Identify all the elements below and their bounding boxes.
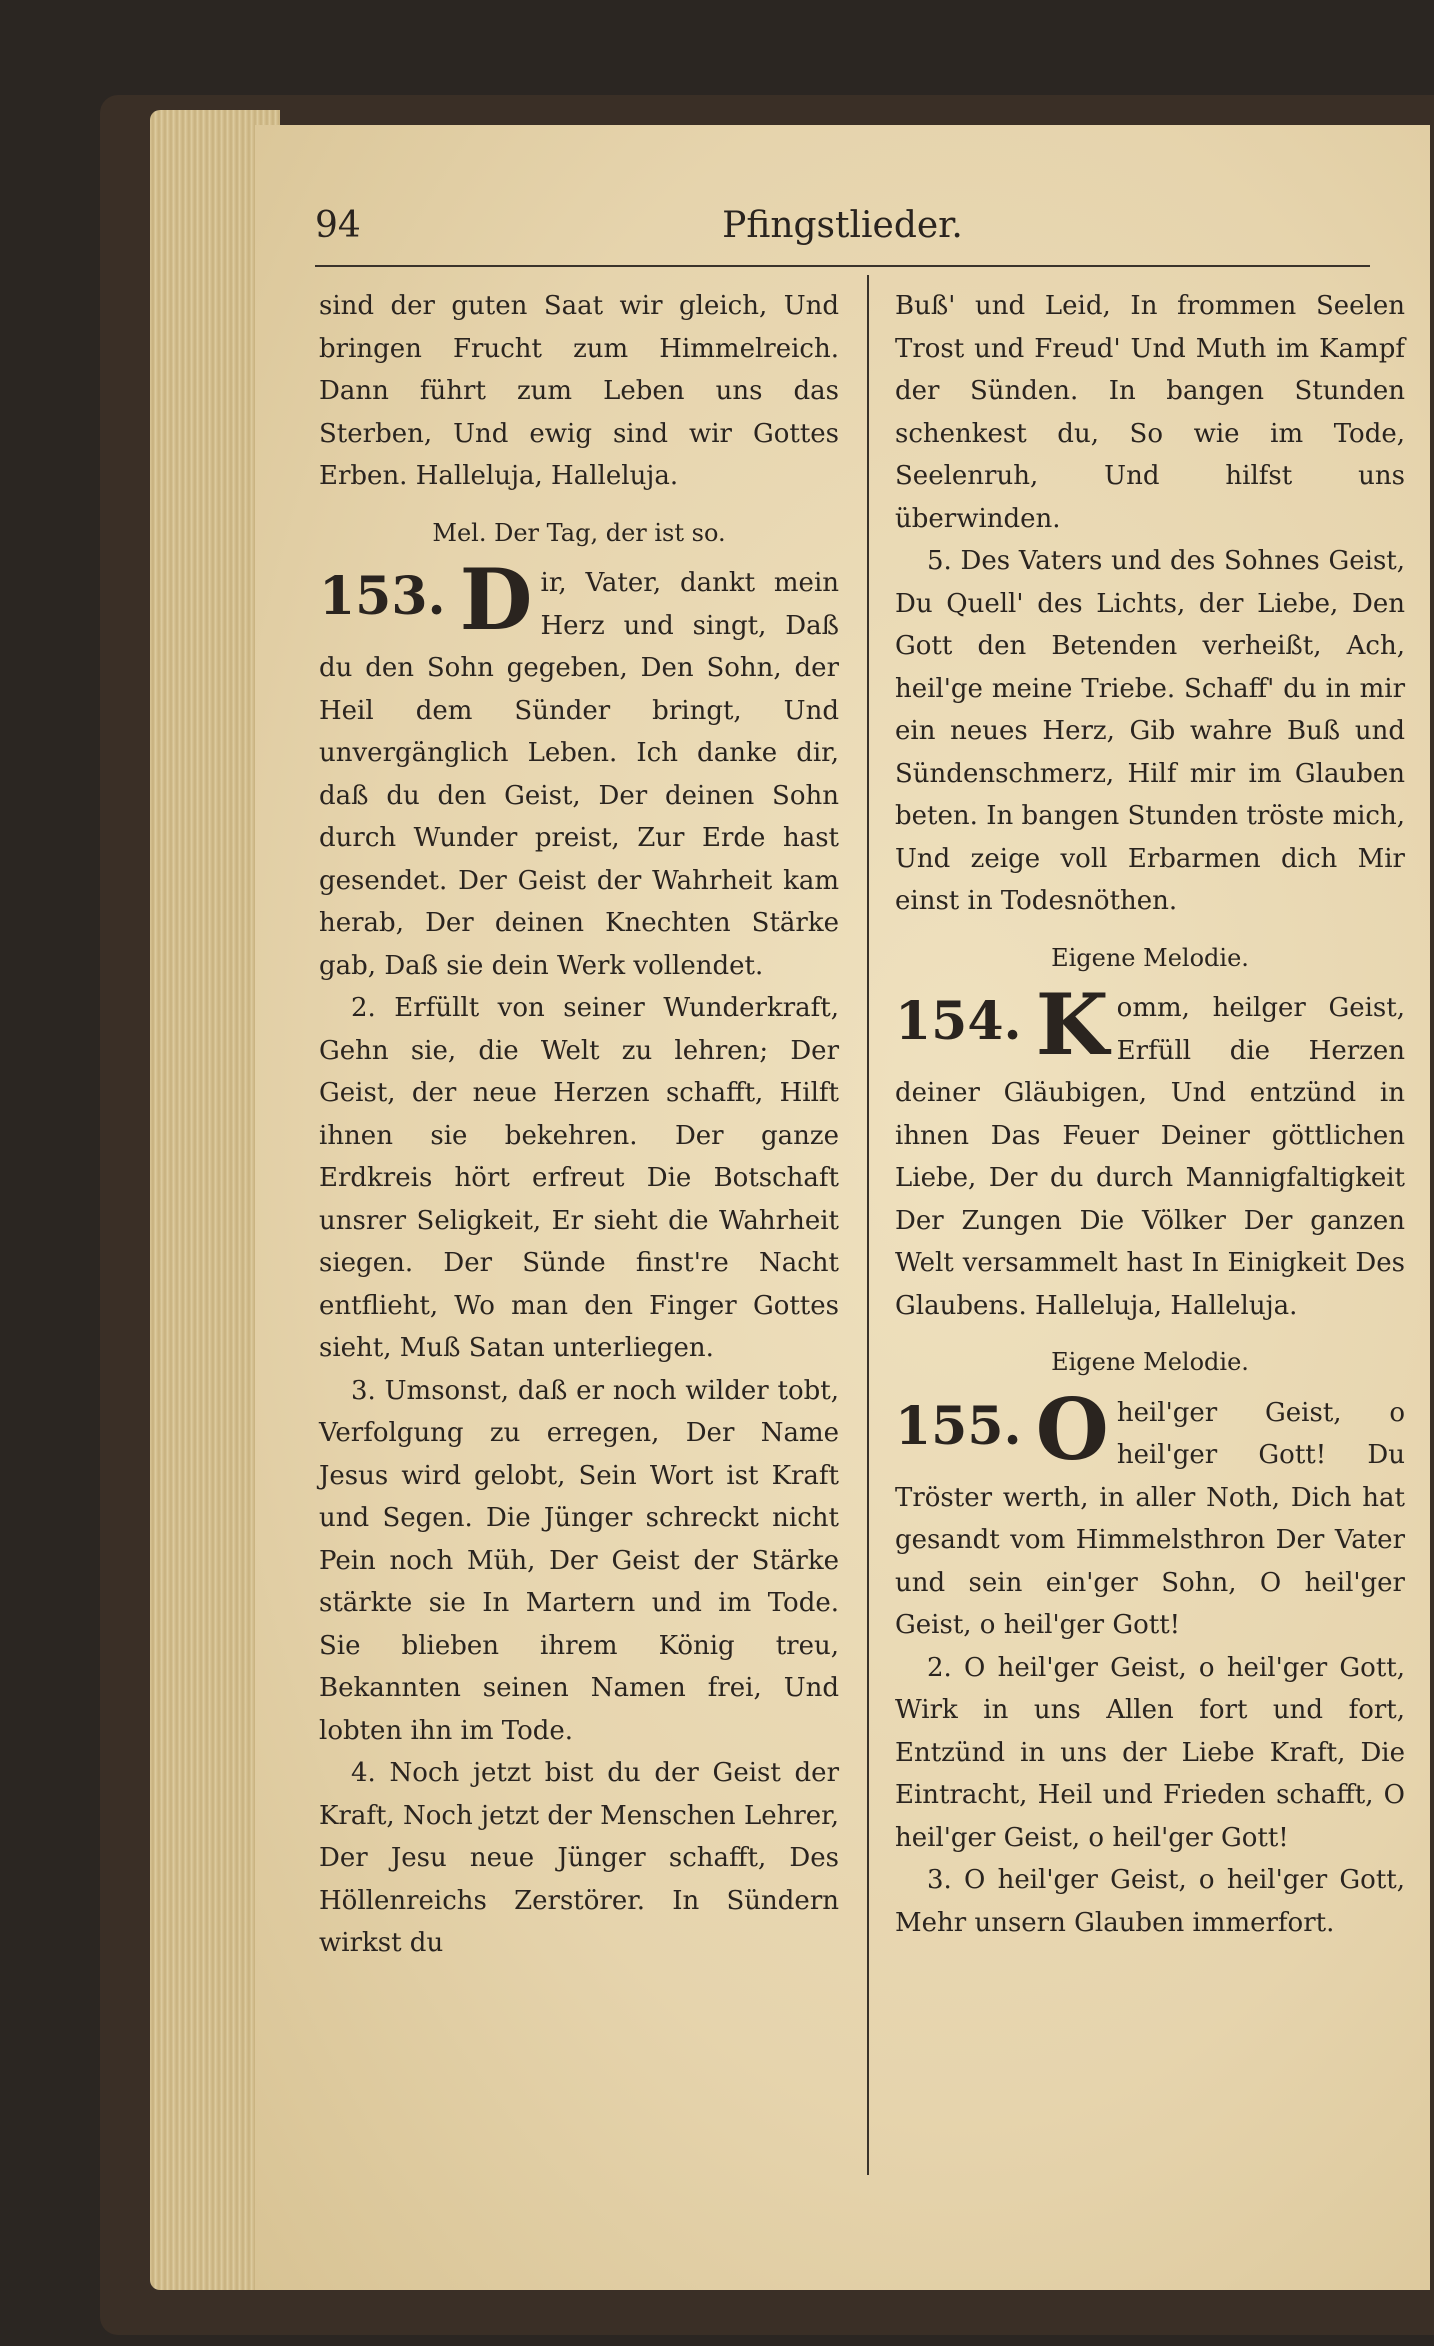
verse: 3. O heil'ger Geist, o heil'ger Gott, Mehr unsern Glauben immerfort.	[895, 1865, 1405, 1938]
book-page	[255, 125, 1430, 2290]
hymn-number: 155.	[895, 1395, 1022, 1457]
melody-note: Eigene Melodie.	[1051, 943, 1249, 972]
hymn-text: omm, heilger Geist, Erfüll die Herzen deiner Gläubigen, Und entzünd in ihnen Das Feuer Deiner göttlichen Liebe, Der du durch Mannigfaltigkeit Der Zungen Die Völker Der ganzen Welt versammelt hast In Einigkeit Des Glaubens. Halleluja, Halleluja.	[895, 993, 1405, 1321]
verse: 4. Noch jetzt bist du der Geist der Kraft, Noch jetzt der Menschen Lehrer, Der Jesu neue Jünger schafft, Des Höllenreichs Zerstörer. In Sündern wirkst du	[319, 1758, 839, 1958]
hymn-text: ir, Vater, dankt mein Herz und singt, Daß du den Sohn gegeben, Den Sohn, der Heil dem Sünder bringt, Und unvergänglich Leben. Ich danke dir, daß du den Geist, Der deinen Sohn durch Wunder preist, Zur Erde hast gesendet. Der Geist der Wahrheit kam herab, Der deinen Knechten Stärke gab, Daß sie dein Werk vollendet.	[319, 568, 839, 981]
melody-note: Eigene Melodie.	[1051, 1348, 1249, 1376]
hymn-153	[319, 562, 839, 987]
header-rule	[315, 265, 1370, 267]
hymn-155	[895, 1392, 1405, 1647]
left-column	[319, 285, 839, 1965]
continued-verse: sind der guten Saat wir gleich, Und bringen Frucht zum Himmelreich. Dann führt zum Leben uns das Sterben, Und ewig sind wir Gottes Erben. Halleluja, Halleluja.	[319, 291, 839, 491]
verse: 5. Des Vaters und des Sohnes Geist, Du Quell' des Lichts, der Liebe, Den Gott den Betenden verheißt, Ach, heil'ge meine Triebe. Schaff' du in mir ein neues Herz, Gib wahre Buß und Sündenschmerz, Hilf mir im Glauben beten. In bangen Stunden tröste mich, Und zeige voll Erbarmen dich Mir einst in Todesnöthen.	[895, 546, 1405, 916]
verse: 2. Erfüllt von seiner Wunderkraft, Gehn sie, die Welt zu lehren; Der Geist, der neue Herzen schafft, Hilft ihnen sie bekehren. Der ganze Erdkreis hört erfreut Die Botschaft unsrer Seligkeit, Er sieht die Wahrheit siegen. Der Sünde finst're Nacht entflieht, Wo man den Finger Gottes sieht, Muß Satan unterliegen.	[319, 993, 839, 1363]
page-number: 94	[315, 205, 361, 246]
right-column	[895, 285, 1405, 1944]
verse: 3. Umsonst, daß er noch wilder tobt, Verfolgung zu erregen, Der Name Jesus wird gelobt, Sein Wort ist Kraft und Segen. Die Jünger schreckt nicht Pein noch Müh, Der Geist der Stärke stärkte sie In Martern und im Tode. Sie blieben ihrem König treu, Bekannten seinen Namen frei, Und lobten ihn im Tode.	[319, 1375, 839, 1746]
hymn-number: 153.	[319, 566, 446, 627]
hymn-number: 154.	[895, 991, 1022, 1052]
verse: 2. O heil'ger Geist, o heil'ger Gott, Wirk in uns Allen fort und fort, Entzünd in uns der Liebe Kraft, Die Eintracht, Heil und Frieden schafft, O heil'ger Geist, o heil'ger Gott!	[895, 1652, 1405, 1853]
drop-initial: K	[1035, 987, 1109, 1074]
page-header	[315, 205, 1370, 255]
continued-verse: Buß' und Leid, In frommen Seelen Trost und Freud' Und Muth im Kampf der Sünden. In bangen Stunden schenkest du, So wie im Tode, Seelenruh, Und hilfst uns überwinden.	[895, 291, 1405, 534]
melody-note: Mel. Der Tag, der ist so.	[432, 518, 726, 547]
hymn-text: heil'ger Geist, o heil'ger Gott! Du Tröster werth, in aller Noth, Dich hat gesandt vom Himmelsthron Der Vater und sein ein'ger Sohn, O heil'ger Geist, o heil'ger Gott!	[895, 1397, 1405, 1640]
hymn-154	[895, 987, 1405, 1327]
drop-initial: D	[459, 562, 533, 649]
running-title: Pfingstlieder.	[722, 205, 963, 246]
drop-initial: O	[1035, 1391, 1109, 1479]
column-divider	[867, 275, 869, 2175]
